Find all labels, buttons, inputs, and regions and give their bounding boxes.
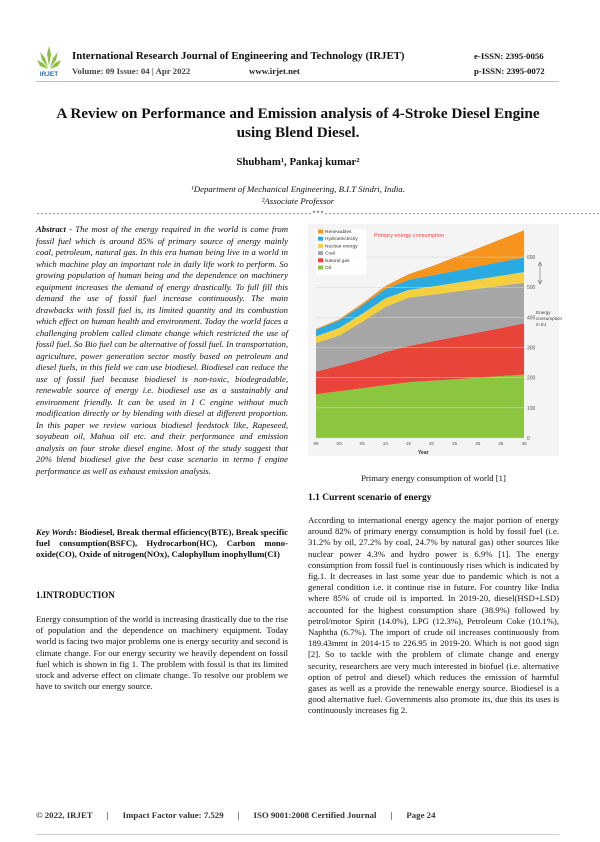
chart-xtick-label: 95 xyxy=(313,441,319,446)
paper-title: A Review on Performance and Emission analysis of 4-Stroke Diesel Engine using Blend Diesel. xyxy=(56,105,540,141)
chart-legend-swatch xyxy=(318,237,323,241)
authors: Shubham¹, Pankaj kumar² xyxy=(236,156,360,168)
section-text: According to international energy agency the major portion of energy around 82% of primary energy consumption is hold by fossil fuel (i.e. 31.2% by oil, 27.2% by coal, 24.7% by natural gas) other sources like nuclear power 4.3% and hydro power is 6.9% [1]. The energy consumption from fossil fuel is continuously rises which is indicated by fig.1. It decreases in last some year due to pandemic which is not a general condition i.e. it continue rise in future. For country like India where 85% of crude oil is imported. In 2019-20, diesel(HSD+LSD) accounted for the highest consumption share (38.9%) followed by petrol/motor Spirit (14.0%), LPG (12.3%), Petroleum Coke (10.1%), Naphtha (6.7%). The import of crude oil increases continuously from 189.43mmt in 2014-15 to 226.95 in 2019-20. Which is not good sign [2]. So to tackle with the problem of climate change and energy security, researchers are very much interested in biofuel (i.e. alternative option of petrol and diesel) which reduces the emission of harmful gases as well as a provide the renewable energy source. Biodiesel is a good alternative fuel. Governments also promote its, due this its uses is continuously increases fig 2. xyxy=(308,515,559,716)
figure-caption: Primary energy consumption of world [1] xyxy=(361,473,506,483)
keywords xyxy=(36,527,288,561)
chart-legend-label: Renewables xyxy=(325,230,352,235)
chart-xtick-label: 30 xyxy=(475,441,481,446)
abstract-text: - The most of the energy required in the world is come from fossil fuel which is around 85% of primary source of energy mainly coal, petroleum, natural gas. In this era human being live in a world in which machine play an important role in daily life work to perform. So growing population of human being and the dependence on machinery equipment increases the demand of energy drastically. To full fill this demand the use of fossil fuel increase continuously. The main drawbacks with fossil fuel is, its limited quantity and its combustion which effect on human health and environment. Today the world faces a challenging problem called climate change which restricted the use of fossil fuel. So Bio fuel can be alternative of fossil fuel. In transportation, agriculture, power generation sector mostly based on petroleum and diesel fuels, in this field we can use biodiesel. Biodiesel can reduce the use of fossil fuel because biodiesel is non-toxic, biodegradable, renewable source of energy i.e. biodiesel use as a sustainably and environment friendly. It can be used in I C engine without much modification directly or by blending with diesel at different proportion. In this paper we review various biodiesel feedstock like, Rapeseed, soyabean oil, Mahua oil etc. and their performance and emission analysis on four stroke diesel engine. Most of the study suggest that 20% blend biodiesel give the best case scenario in termo f engine performance as well as exhaust emission analysis. xyxy=(36,224,288,476)
chart-ytick-label: 500 xyxy=(527,285,536,292)
intro-text: Energy consumption of the world is increasing drastically due to the rise of population and the dependence on machinery equipment. Today world is facing two major problems one is energy security and second is climate change. For our energy security we heavily dependent on fossil fuel which is shown in fig 1. The problem with fossil is that its limited stock and adverse effect on climate change. To resolve our problem we have to switch our energy source. xyxy=(36,614,288,692)
keywords-label: Key Words xyxy=(36,527,75,537)
logo-text: IRJET xyxy=(39,71,59,78)
chart-ytick-label: 600 xyxy=(527,255,536,262)
chart-legend-swatch xyxy=(318,266,323,270)
e-issn: e-ISSN: 2395-0056 xyxy=(474,51,544,61)
chart-xtick-label: 25 xyxy=(452,441,458,446)
chart-legend-label: Nuclear energy xyxy=(325,244,358,250)
chart-xtick-label: 40 xyxy=(521,441,527,446)
footer-separator: | xyxy=(237,810,240,820)
footer-page: Page 24 xyxy=(406,810,436,820)
footer-iso: ISO 9001:2008 Certified Journal xyxy=(253,810,377,820)
chart-legend-label: Oil xyxy=(325,266,331,271)
chart-legend-swatch xyxy=(318,244,323,248)
footer xyxy=(36,810,559,820)
chart-ytick-label: 0 xyxy=(527,436,530,442)
chart-legend-swatch xyxy=(318,258,323,262)
intro-heading: 1.INTRODUCTION xyxy=(36,590,115,600)
chart-xtick-label: 10 xyxy=(382,441,388,446)
footer-rule xyxy=(36,834,559,835)
chart-xtick-label: 15 xyxy=(405,441,412,446)
chart-xtick-label: 00 xyxy=(336,441,342,446)
energy-chart-figure xyxy=(308,224,563,456)
journal-title: International Research Journal of Engineering and Technology (IRJET) xyxy=(72,50,405,62)
header-rule xyxy=(36,81,559,82)
affiliation-1: ¹Department of Mechanical Engineering, B.I.T Sindri, India. xyxy=(191,184,405,194)
chart-ytick-label: 200 xyxy=(527,375,536,382)
chart-title: Primary energy consumption xyxy=(374,233,445,239)
chart-legend-label: Natural gas xyxy=(325,258,350,264)
energy-area-chart xyxy=(308,224,563,456)
section-heading: 1.1 Current scenario of energy xyxy=(308,493,432,503)
chart-ytick-label: 300 xyxy=(527,345,536,352)
chart-legend-label: Coal xyxy=(325,251,335,257)
section-divider: ---------------------------------------------------------------------***--------------------------------------------------------------------- xyxy=(36,211,600,219)
chart-xtick-label: 35 xyxy=(498,441,504,446)
chart-ytick-label: 100 xyxy=(527,405,536,412)
chart-legend-swatch xyxy=(318,230,323,234)
chart-ytick-label: 400 xyxy=(527,315,536,322)
journal-logo xyxy=(36,44,62,78)
volume-issue: Volume: 09 Issue: 04 | Apr 2022 xyxy=(72,66,191,76)
chart-xtick-label: 05 xyxy=(359,441,365,446)
chart-legend-box xyxy=(316,229,366,275)
footer-separator: | xyxy=(106,810,109,820)
abstract xyxy=(36,224,288,477)
chart-legend-swatch xyxy=(318,251,323,255)
footer-copyright: © 2022, IRJET xyxy=(36,810,93,820)
chart-xtick-label: 20 xyxy=(428,441,435,446)
footer-impact: Impact Factor value: 7.529 xyxy=(122,810,224,820)
abstract-label: Abstract xyxy=(36,224,66,234)
p-issn: p-ISSN: 2395-0072 xyxy=(474,66,545,76)
chart-legend-label: Hydroelectricity xyxy=(325,237,358,243)
chart-xlabel: Year xyxy=(418,450,429,456)
journal-website: www.irjet.net xyxy=(249,66,300,76)
footer-separator: | xyxy=(390,810,393,820)
affiliation-2: ²Associate Professor xyxy=(261,196,335,206)
keywords-text: : Biodiesel, Break thermal efficiency(BTE), Break specific fuel consumption(BSFC), Hydrocarbon(HC), Carbon mono-oxide(CO), Oxide of nitrogen(NOx), Calophyllum inophyllum(CI) xyxy=(36,527,288,560)
chart-ylabel: Energy consumption in EJ xyxy=(536,310,563,327)
